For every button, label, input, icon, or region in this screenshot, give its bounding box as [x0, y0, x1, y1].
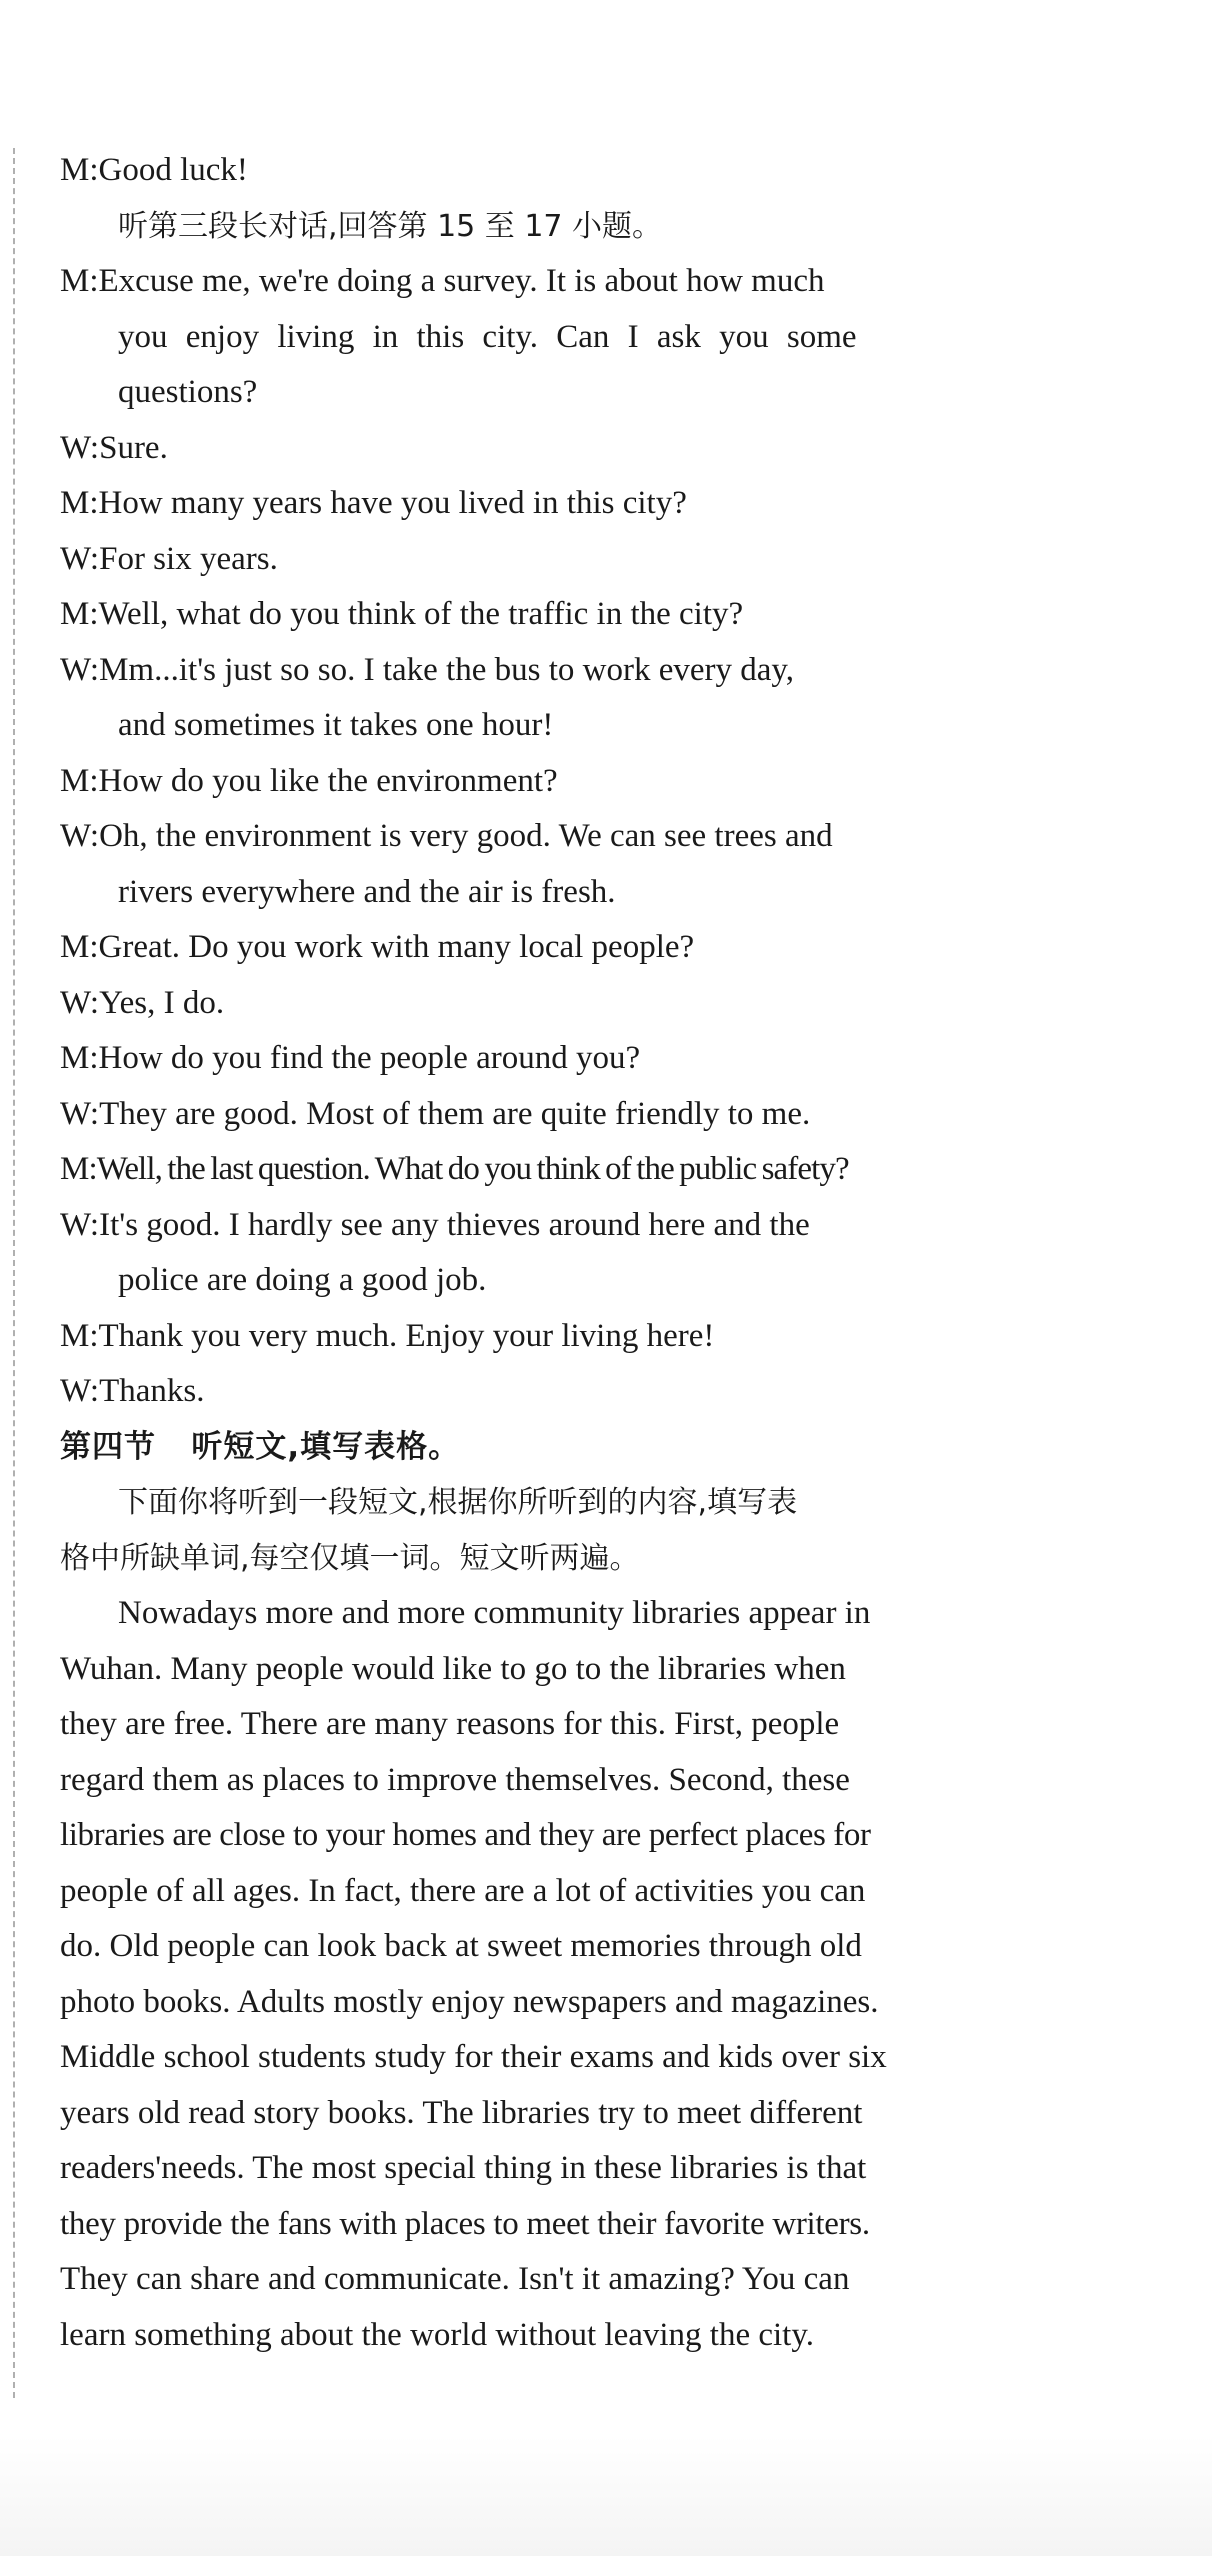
passage-line: They can share and communicate. Isn't it amazing? You can: [60, 2261, 850, 2297]
dialogue-line: rivers everywhere and the air is fresh.: [118, 873, 616, 910]
passage-line: photo books. Adults mostly enjoy newspapers and magazines.: [60, 1983, 879, 2020]
passage-line: Nowadays more and more community libraries appear in: [118, 1595, 871, 1631]
dialogue-line: W:Sure.: [60, 429, 168, 466]
dialogue-line: you enjoy living in this city. Can I ask you some: [118, 318, 857, 355]
dialogue-line: W:Oh, the environment is very good. We can see trees and: [60, 818, 833, 854]
dialogue-line: W:Thanks.: [60, 1373, 205, 1409]
dialogue-line: M:Excuse me, we're doing a survey. It is about how much: [60, 263, 825, 299]
passage-line: years old read story books. The libraries try to meet different: [60, 2094, 863, 2131]
dialogue-line: M:How do you like the environment?: [60, 762, 558, 799]
passage-line: Wuhan. Many people would like to go to the libraries when: [60, 1650, 846, 1687]
dialogue-line: W:Yes, I do.: [60, 984, 225, 1021]
instruction-line: 听第三段长对话,回答第 15 至 17 小题。: [118, 208, 663, 244]
dialogue-line: M:Well, what do you think of the traffic in the city?: [60, 596, 744, 632]
binding-dashed-line: [13, 148, 15, 2398]
dialogue-line: M:How do you find the people around you?: [60, 1040, 641, 1076]
dialogue-line: M:Great. Do you work with many local people?: [60, 929, 695, 965]
instruction-line: 格中所缺单词,每空仅填一词。短文听两遍。: [60, 1540, 640, 1576]
dialogue-line: W:They are good. Most of them are quite friendly to me.: [60, 1095, 811, 1132]
section-title: 第四节 听短文,填写表格。: [60, 1428, 461, 1465]
passage-line: Middle school students study for their exams and kids over six: [60, 2039, 887, 2075]
dialogue-line: and sometimes it takes one hour!: [118, 707, 554, 743]
passage-line: they are free. There are many reasons for this. First, people: [60, 1706, 840, 1742]
dialogue-line: M:Thank you very much. Enjoy your living here!: [60, 1317, 715, 1354]
instruction-line: 下面你将听到一段短文,根据你所听到的内容,填写表: [118, 1485, 798, 1520]
transcript-text: [60, 143, 1060, 2363]
passage-line: learn something about the world without leaving the city.: [60, 2316, 814, 2353]
passage-line: people of all ages. In fact, there are a lot of activities you can: [60, 1872, 866, 1909]
passage-line: regard them as places to improve themselves. Second, these: [60, 1761, 850, 1798]
dialogue-line: questions?: [118, 374, 258, 410]
dialogue-line: M:How many years have you lived in this city?: [60, 485, 687, 521]
dialogue-line: M:Good luck!: [60, 152, 248, 188]
dialogue-line: police are doing a good job.: [118, 1262, 487, 1298]
dialogue-line: W:For six years.: [60, 540, 278, 577]
dialogue-line: M:Well, the last question. What do you think of the public safety?: [60, 1151, 849, 1187]
passage-line: they provide the fans with places to meet their favorite writers.: [60, 2205, 870, 2242]
passage-line: do. Old people can look back at sweet memories through old: [60, 1928, 862, 1964]
dialogue-line: W:Mm...it's just so so. I take the bus to work every day,: [60, 651, 794, 688]
passage-line: readers'needs. The most special thing in these libraries is that: [60, 2150, 867, 2186]
page-bottom-shade: [0, 2436, 1212, 2556]
dialogue-line: W:It's good. I hardly see any thieves around here and the: [60, 1206, 810, 1243]
passage-line: libraries are close to your homes and they are perfect places for: [60, 1817, 871, 1853]
